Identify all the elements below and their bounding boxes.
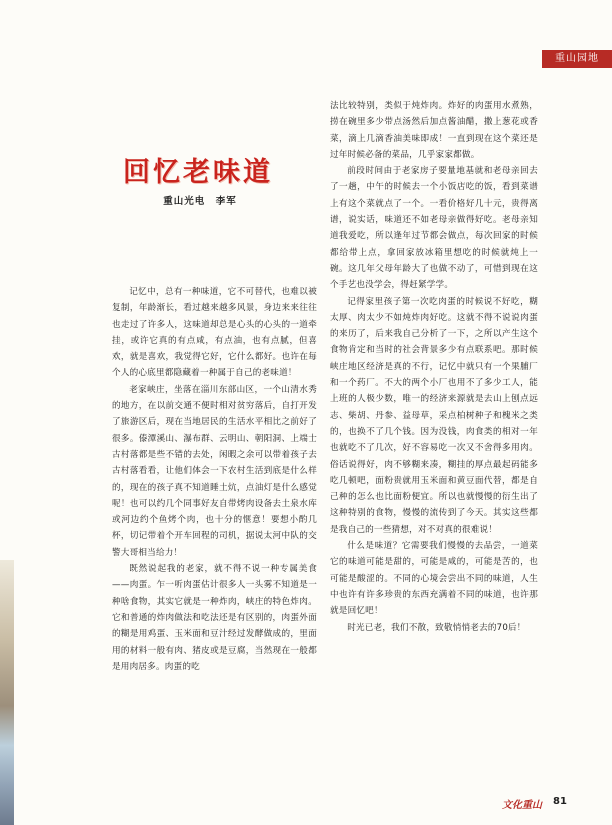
- article-author: 重山光电 李军: [163, 196, 237, 207]
- page-number: 81: [553, 796, 567, 807]
- magazine-logo: 文化重山: [502, 800, 542, 811]
- article-paragraph: 记忆中，总有一种味道，它不可替代，也难以被复制，年龄渐长，看过越来越多风景，身边来来往往也走过了许多人，这味道却总是心头的心头的一道牵挂，或许它真的有点咸，有点油，也有点腻，但喜欢，就是喜欢，我觉得它好，它什么都好。也许在每个人的心底里都隐藏着一种属于自己的老味道！: [112, 287, 317, 379]
- right-column: [330, 98, 538, 636]
- article-paragraph: 前段时间由于老家房子要量地基就和老母亲回去了一趟，中午的时候去一个小饭店吃的饭，看到菜谱上有这个菜就点了一个。一看价格好几十元，贵得离谱，说实话，味道还不如老母亲做得好吃。老母亲知道我爱吃，所以逢年过节都会做点，每次回家的时候都给带上点，拿回家放冰箱里想吃的时候就炖上一碗。这几年父母年龄大了也做不动了，可惜到现在这个手艺也没学会，得赶紧学学。: [330, 166, 538, 291]
- article-paragraph: 记得家里孩子第一次吃肉蛋的时候说不好吃，糊太厚、肉太少不如炖炸肉好吃。这就不得不说说肉蛋的来历了，后来我自己分析了一下，之所以产生这个食物肯定和当时的社会背景多少有点联系吧。那时候峡庄地区经济是真的不行，记忆中就只有一个果脯厂和一个药厂。不大的两个小厂也用不了多少工人，能上班的人极少数，唯一的经济来源就是去山上刨点远志、柴胡、丹参、益母草，采点柏树种子和槐米之类的，也换不了几个钱。因为没钱，肉食类的相对一年也就吃不了几次，好不容易吃一次又不舍得多用肉。俗话说得好，肉不够糊来凑，糊挂的厚点最起码能多吃几顿吧，面粉贵就用玉米面和黄豆面代替，都是自己种的怎么也比面粉便宜。所以也就慢慢的衍生出了这种特别的食物，慢慢的流传到了今天。其实这些都是我自己的一些猜想，对不对真的很难说！: [330, 296, 538, 535]
- article-title: 回忆老味道: [123, 157, 273, 188]
- landscape-side-strip: [0, 560, 14, 825]
- article-paragraph: 老家峡庄，坐落在淄川东部山区，一个山清水秀的地方，在以前交通不便时相对贫穷落后，自打开发了旅游区后，现在当地居民的生活水平相比之前好了很多。傣潭溪山、瀑布群、云明山、朝阳洞、上端士古村落都是些不错的去处，闲暇之余可以带着孩子去古村落看看，让他们体会一下农村生活到底是什么样的，现在的孩子真不知道睡土炕，点油灯是什么感觉呢！也可以约几个同事好友自带烤肉设备去土泉水库或河边约个鱼烤个肉，也十分的惬意！要想小酌几杯，切记带着个开车回程的司机，据说太河中队的交警大哥相当给力！: [112, 384, 317, 558]
- article-paragraph: 时光已老，我们不散，致敬悄悄老去的70后！: [347, 622, 526, 633]
- left-column: [112, 284, 317, 675]
- article-paragraph: 什么是味道？它需要我们慢慢的去品尝，一道菜它的味道可能是甜的，可能是咸的，可能是苦的，也可能是酸涩的。不同的心境会尝出不同的味道，人生中也许有许多珍贵的东西充满着不同的味道，也许那就是回忆吧！: [330, 541, 538, 617]
- section-tag: 重山园地: [542, 50, 612, 68]
- article-paragraph: 法比较特别，类似于炖炸肉。炸好的肉蛋用水煮熟，捞在碗里多少带点汤然后加点酱油醋，撒上葱花或香菜，滴上几滴香油美味即成！一直到现在这个菜还是过年时候必备的菜品，几乎家家都做。: [330, 101, 538, 160]
- article-paragraph: 既然说起我的老家，就不得不说一种专属美食——肉蛋。乍一听肉蛋估计很多人一头雾不知道是一种啥食物，其实它就是一种炸肉，峡庄的特色炸肉。它和普通的炸肉做法和吃法还是有区别的，肉蛋外面的糊是用鸡蛋、玉米面和豆汁经过发酵做成的，里面用的材料一般有肉、猪皮或是豆腐，当然现在一般都是用肉居多。肉蛋的吃: [112, 564, 317, 672]
